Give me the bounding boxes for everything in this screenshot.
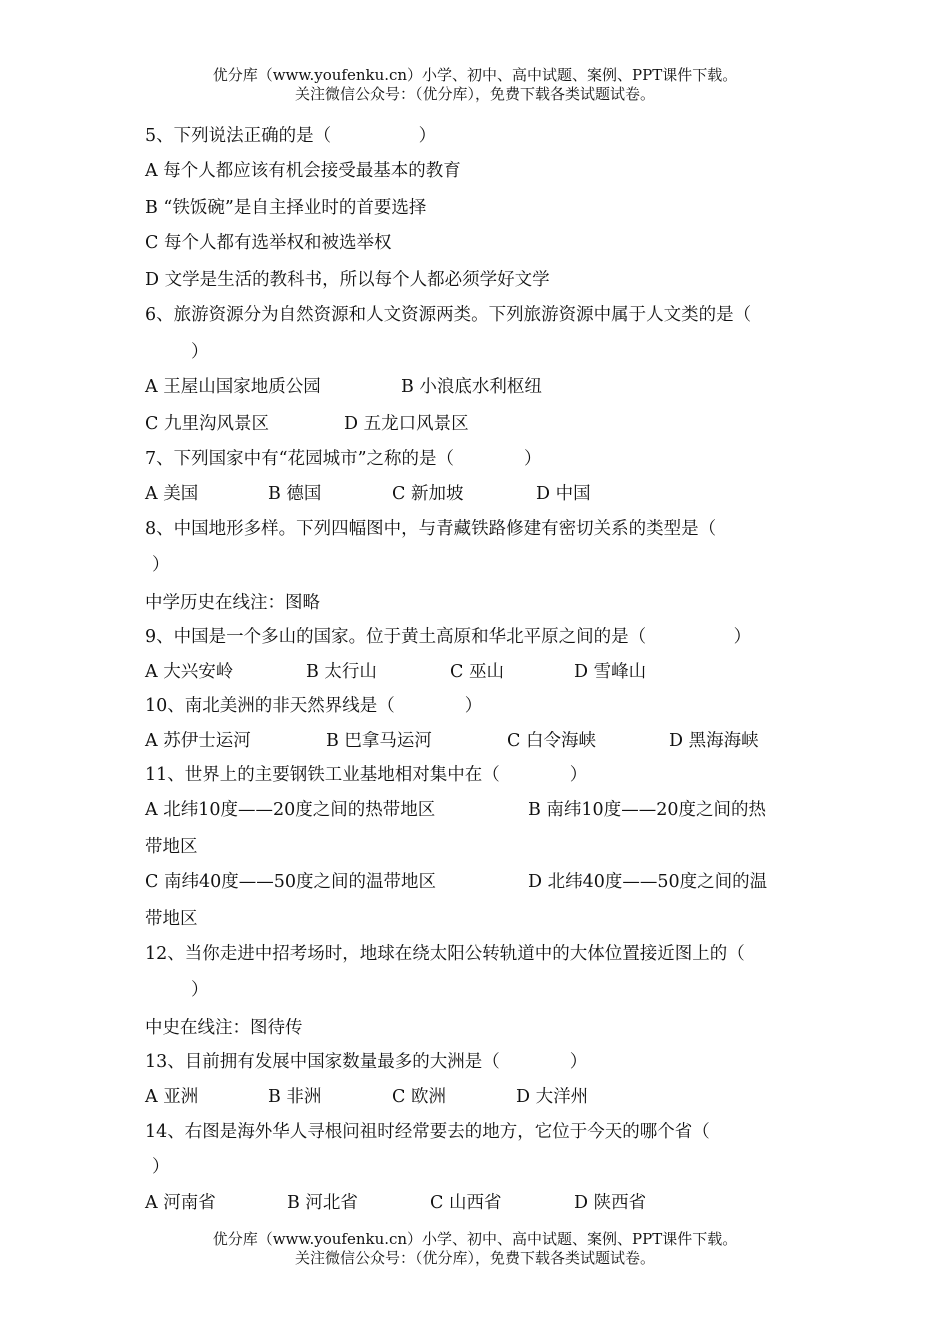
- question-5-option-c: C 每个人都有选举权和被选举权: [145, 233, 392, 253]
- question-10-option-c: C 白令海峡: [507, 731, 596, 751]
- question-6-option-c: C 九里沟风景区: [145, 414, 269, 434]
- question-9-stem: 9、中国是一个多山的国家。位于黄土高原和华北平原之间的是（ ）: [145, 627, 752, 647]
- question-14-option-a: A 河南省: [145, 1193, 216, 1213]
- footer-line-1: 优分库（www.youfenku.cn）小学、初中、高中试题、案例、PPT课件下载。: [212, 1230, 738, 1248]
- question-13-stem: 13、目前拥有发展中国家数量最多的大洲是（ ）: [145, 1052, 588, 1072]
- question-10-stem: 10、南北美洲的非天然界线是（ ）: [145, 696, 483, 716]
- question-13-option-c: C 欧洲: [392, 1087, 446, 1107]
- question-13-option-b: B 非洲: [268, 1087, 322, 1107]
- question-9-option-d: D 雪峰山: [574, 662, 647, 682]
- question-12-stem: 12、当你走进中招考场时，地球在绕太阳公转轨道中的大体位置接近图上的（: [145, 944, 745, 964]
- question-14-stem: 14、右图是海外华人寻根问祖时经常要去的地方，它位于今天的哪个省（: [145, 1122, 710, 1142]
- footer-line-2: 关注微信公众号：（优分库），免费下载各类试题试卷。: [294, 1249, 655, 1267]
- question-10-option-a: A 苏伊士运河: [145, 731, 251, 751]
- question-11-option-d-cont: 带地区: [145, 909, 198, 929]
- question-11-option-b: B 南纬10度——20度之间的热: [528, 800, 766, 820]
- question-11-option-b-cont: 带地区: [145, 837, 198, 857]
- question-14-option-d: D 陕西省: [574, 1193, 647, 1213]
- question-11-option-d: D 北纬40度——50度之间的温: [528, 872, 768, 892]
- question-9-option-c: C 巫山: [450, 662, 504, 682]
- question-11-option-c: C 南纬40度——50度之间的温带地区: [145, 872, 436, 892]
- question-11-stem: 11、世界上的主要钢铁工业基地相对集中在（ ）: [145, 765, 588, 785]
- question-13-option-d: D 大洋州: [516, 1087, 589, 1107]
- question-7-option-b: B 德国: [268, 484, 322, 504]
- question-7-option-d: D 中国: [536, 484, 591, 504]
- header-line-1: 优分库（www.youfenku.cn）小学、初中、高中试题、案例、PPT课件下载。: [212, 66, 738, 84]
- question-10-option-d: D 黑海海峡: [669, 731, 759, 751]
- question-14-stem-end: ）: [152, 1157, 170, 1177]
- page-header: [0, 66, 950, 104]
- question-13-option-a: A 亚洲: [145, 1087, 199, 1107]
- question-6-option-d: D 五龙口风景区: [344, 414, 469, 434]
- question-11-option-a: A 北纬10度——20度之间的热带地区: [145, 800, 436, 820]
- question-10-option-b: B 巴拿马运河: [326, 731, 432, 751]
- question-6-stem: 6、旅游资源分为自然资源和人文资源两类。下列旅游资源中属于人文类的是（: [145, 305, 752, 325]
- question-6-option-a: A 王屋山国家地质公园: [145, 377, 321, 397]
- question-5-option-b: B “铁饭碗”是自主择业时的首要选择: [145, 198, 427, 218]
- question-6-option-b: B 小浪底水利枢纽: [401, 377, 542, 397]
- question-14-option-b: B 河北省: [287, 1193, 358, 1213]
- question-6-stem-end: ）: [191, 342, 209, 362]
- question-9-option-a: A 大兴安岭: [145, 662, 234, 682]
- header-line-2: 关注微信公众号：（优分库），免费下载各类试题试卷。: [294, 85, 655, 103]
- question-8-note: 中学历史在线注：图略: [145, 593, 320, 613]
- question-12-note: 中史在线注：图待传: [145, 1018, 303, 1038]
- question-5-option-d: D 文学是生活的教科书，所以每个人都必须学好文学: [145, 270, 550, 290]
- page-footer: [0, 1230, 950, 1268]
- question-12-stem-end: ）: [191, 980, 209, 1000]
- question-5-option-a: A 每个人都应该有机会接受最基本的教育: [145, 161, 461, 181]
- question-8-stem-end: ）: [152, 555, 170, 575]
- question-7-option-a: A 美国: [145, 484, 199, 504]
- question-14-option-c: C 山西省: [430, 1193, 502, 1213]
- question-5-stem: 5、下列说法正确的是（ ）: [145, 126, 437, 146]
- question-9-option-b: B 太行山: [306, 662, 377, 682]
- question-7-stem: 7、下列国家中有“花园城市”之称的是（ ）: [145, 449, 542, 469]
- question-7-option-c: C 新加坡: [392, 484, 464, 504]
- question-8-stem: 8、中国地形多样。下列四幅图中，与青藏铁路修建有密切关系的类型是（: [145, 519, 717, 539]
